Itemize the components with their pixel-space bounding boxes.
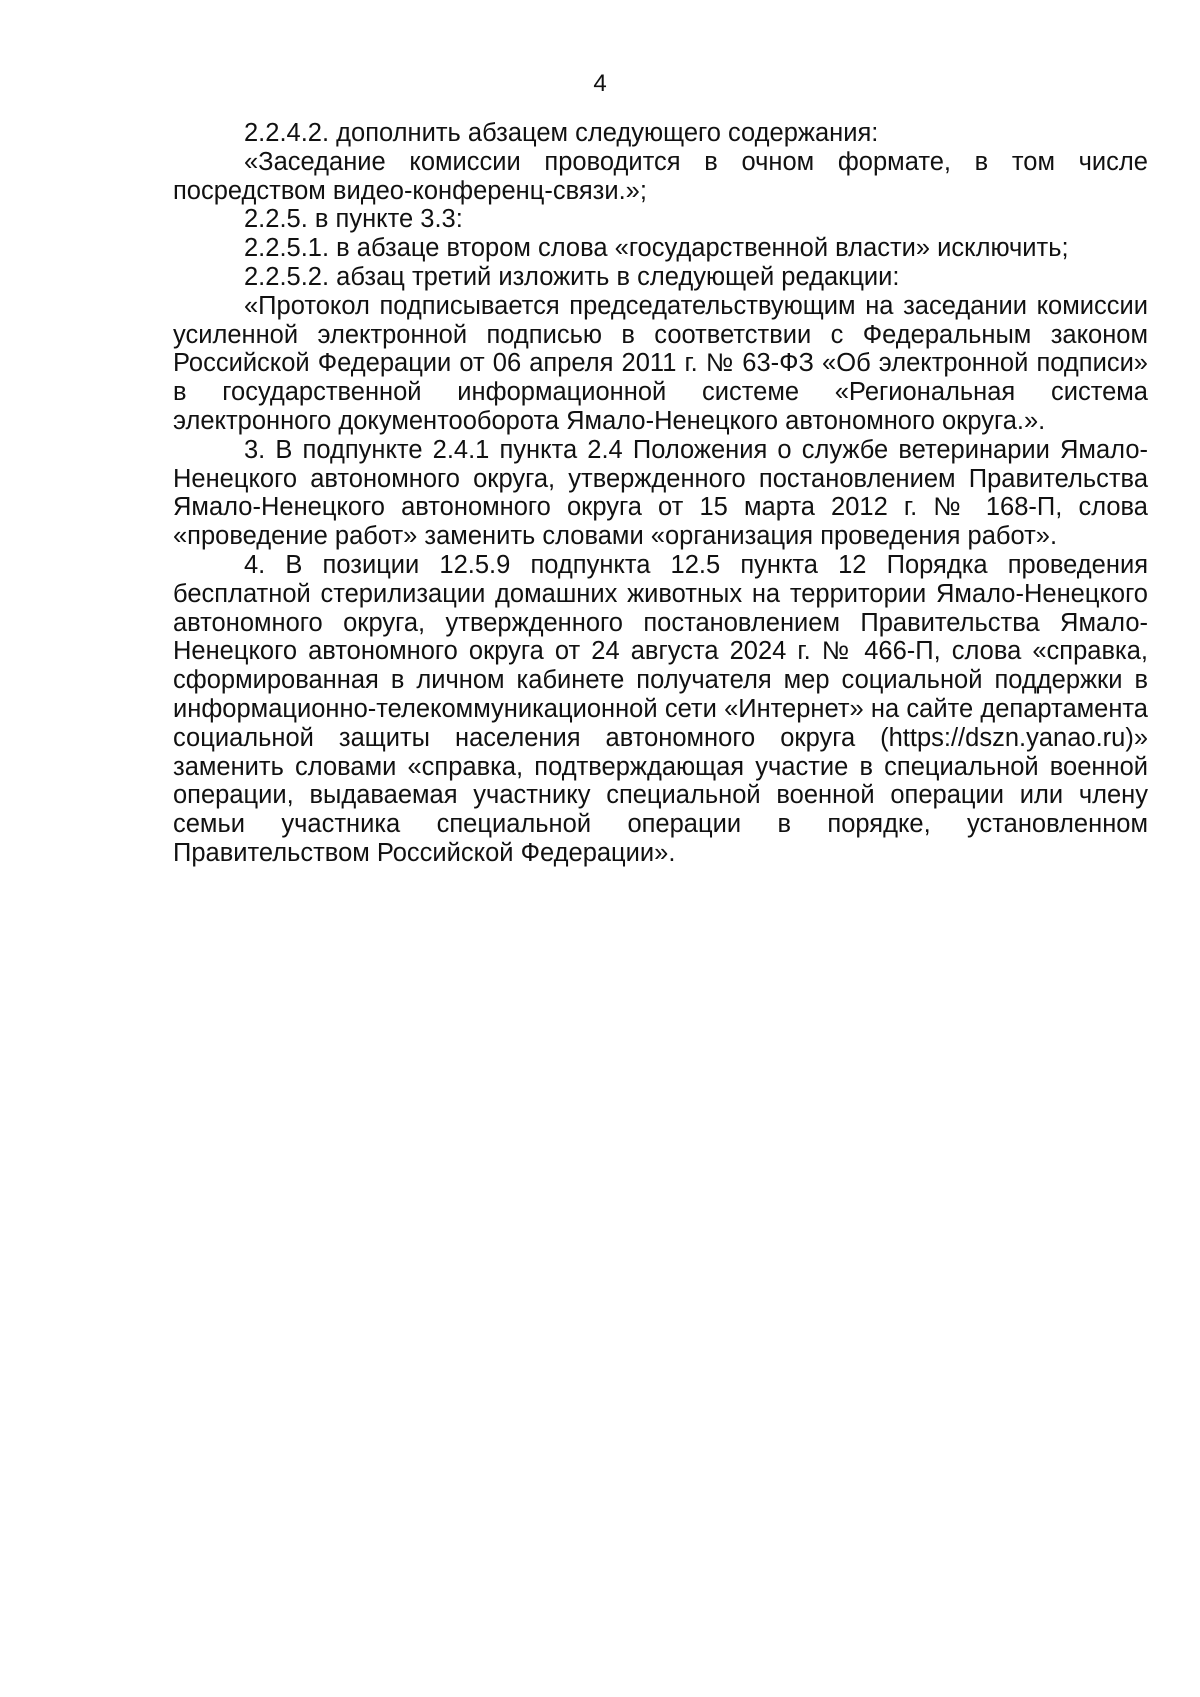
paragraph-2-2-5-1: 2.2.5.1. в абзаце втором слова «государственной власти» исключить; [244, 234, 1069, 263]
paragraph-quote-protocol: «Протокол подписывается председательствующим на заседании комиссии усиленной электронной подписью в соответствии с Федеральным законом Российской Федерации от 06 апреля 2011 г. № 63-ФЗ «Об электронной подписи» в государственной информационной системе «Региональная система электронного документооборота Ямало-Ненецкого автономного округа.». [173, 291, 1148, 435]
page-number: 4 [593, 70, 607, 97]
document-body [173, 119, 1148, 868]
paragraph-quote-meeting-format: «Заседание комиссии проводится в очном формате, в том числе посредством видео-конференц-связи.»; [173, 147, 1148, 205]
paragraph-2-2-4-2: 2.2.4.2. дополнить абзацем следующего содержания: [244, 119, 879, 147]
paragraph-3-veterinary-service: 3. В подпункте 2.4.1 пункта 2.4 Положения о службе ветеринарии Ямало-Ненецкого автономного округа, утвержденного постановлением Правительства Ямало-Ненецкого автономного округа от 15 марта 2012 г. № 168-П, слова «проведение работ» заменить словами «организация проведения работ». [173, 435, 1148, 551]
paragraph-2-2-5-2: 2.2.5.2. абзац третий изложить в следующей редакции: [244, 262, 900, 291]
paragraph-2-2-5: 2.2.5. в пункте 3.3: [244, 205, 463, 234]
paragraph-4-sterilization-order: 4. В позиции 12.5.9 подпункта 12.5 пункта 12 Порядка проведения бесплатной стерилизации домашних животных на территории Ямало-Ненецкого автономного округа, утвержденного постановлением Правительства Ямало-Ненецкого автономного округа от 24 августа 2024 г. № 466-П, слова «справка, сформированная в личном кабинете получателя мер социальной поддержки в информационно-телекоммуникационной сети «Интернет» на сайте департамента социальной защиты населения автономного округа (https://dszn.yanao.ru)» заменить словами «справка, подтверждающая участие в специальной военной операции, выдаваемая участнику специальной военной операции или члену семьи участника специальной операции в порядке, установленном Правительством Российской Федерации». [173, 550, 1148, 867]
